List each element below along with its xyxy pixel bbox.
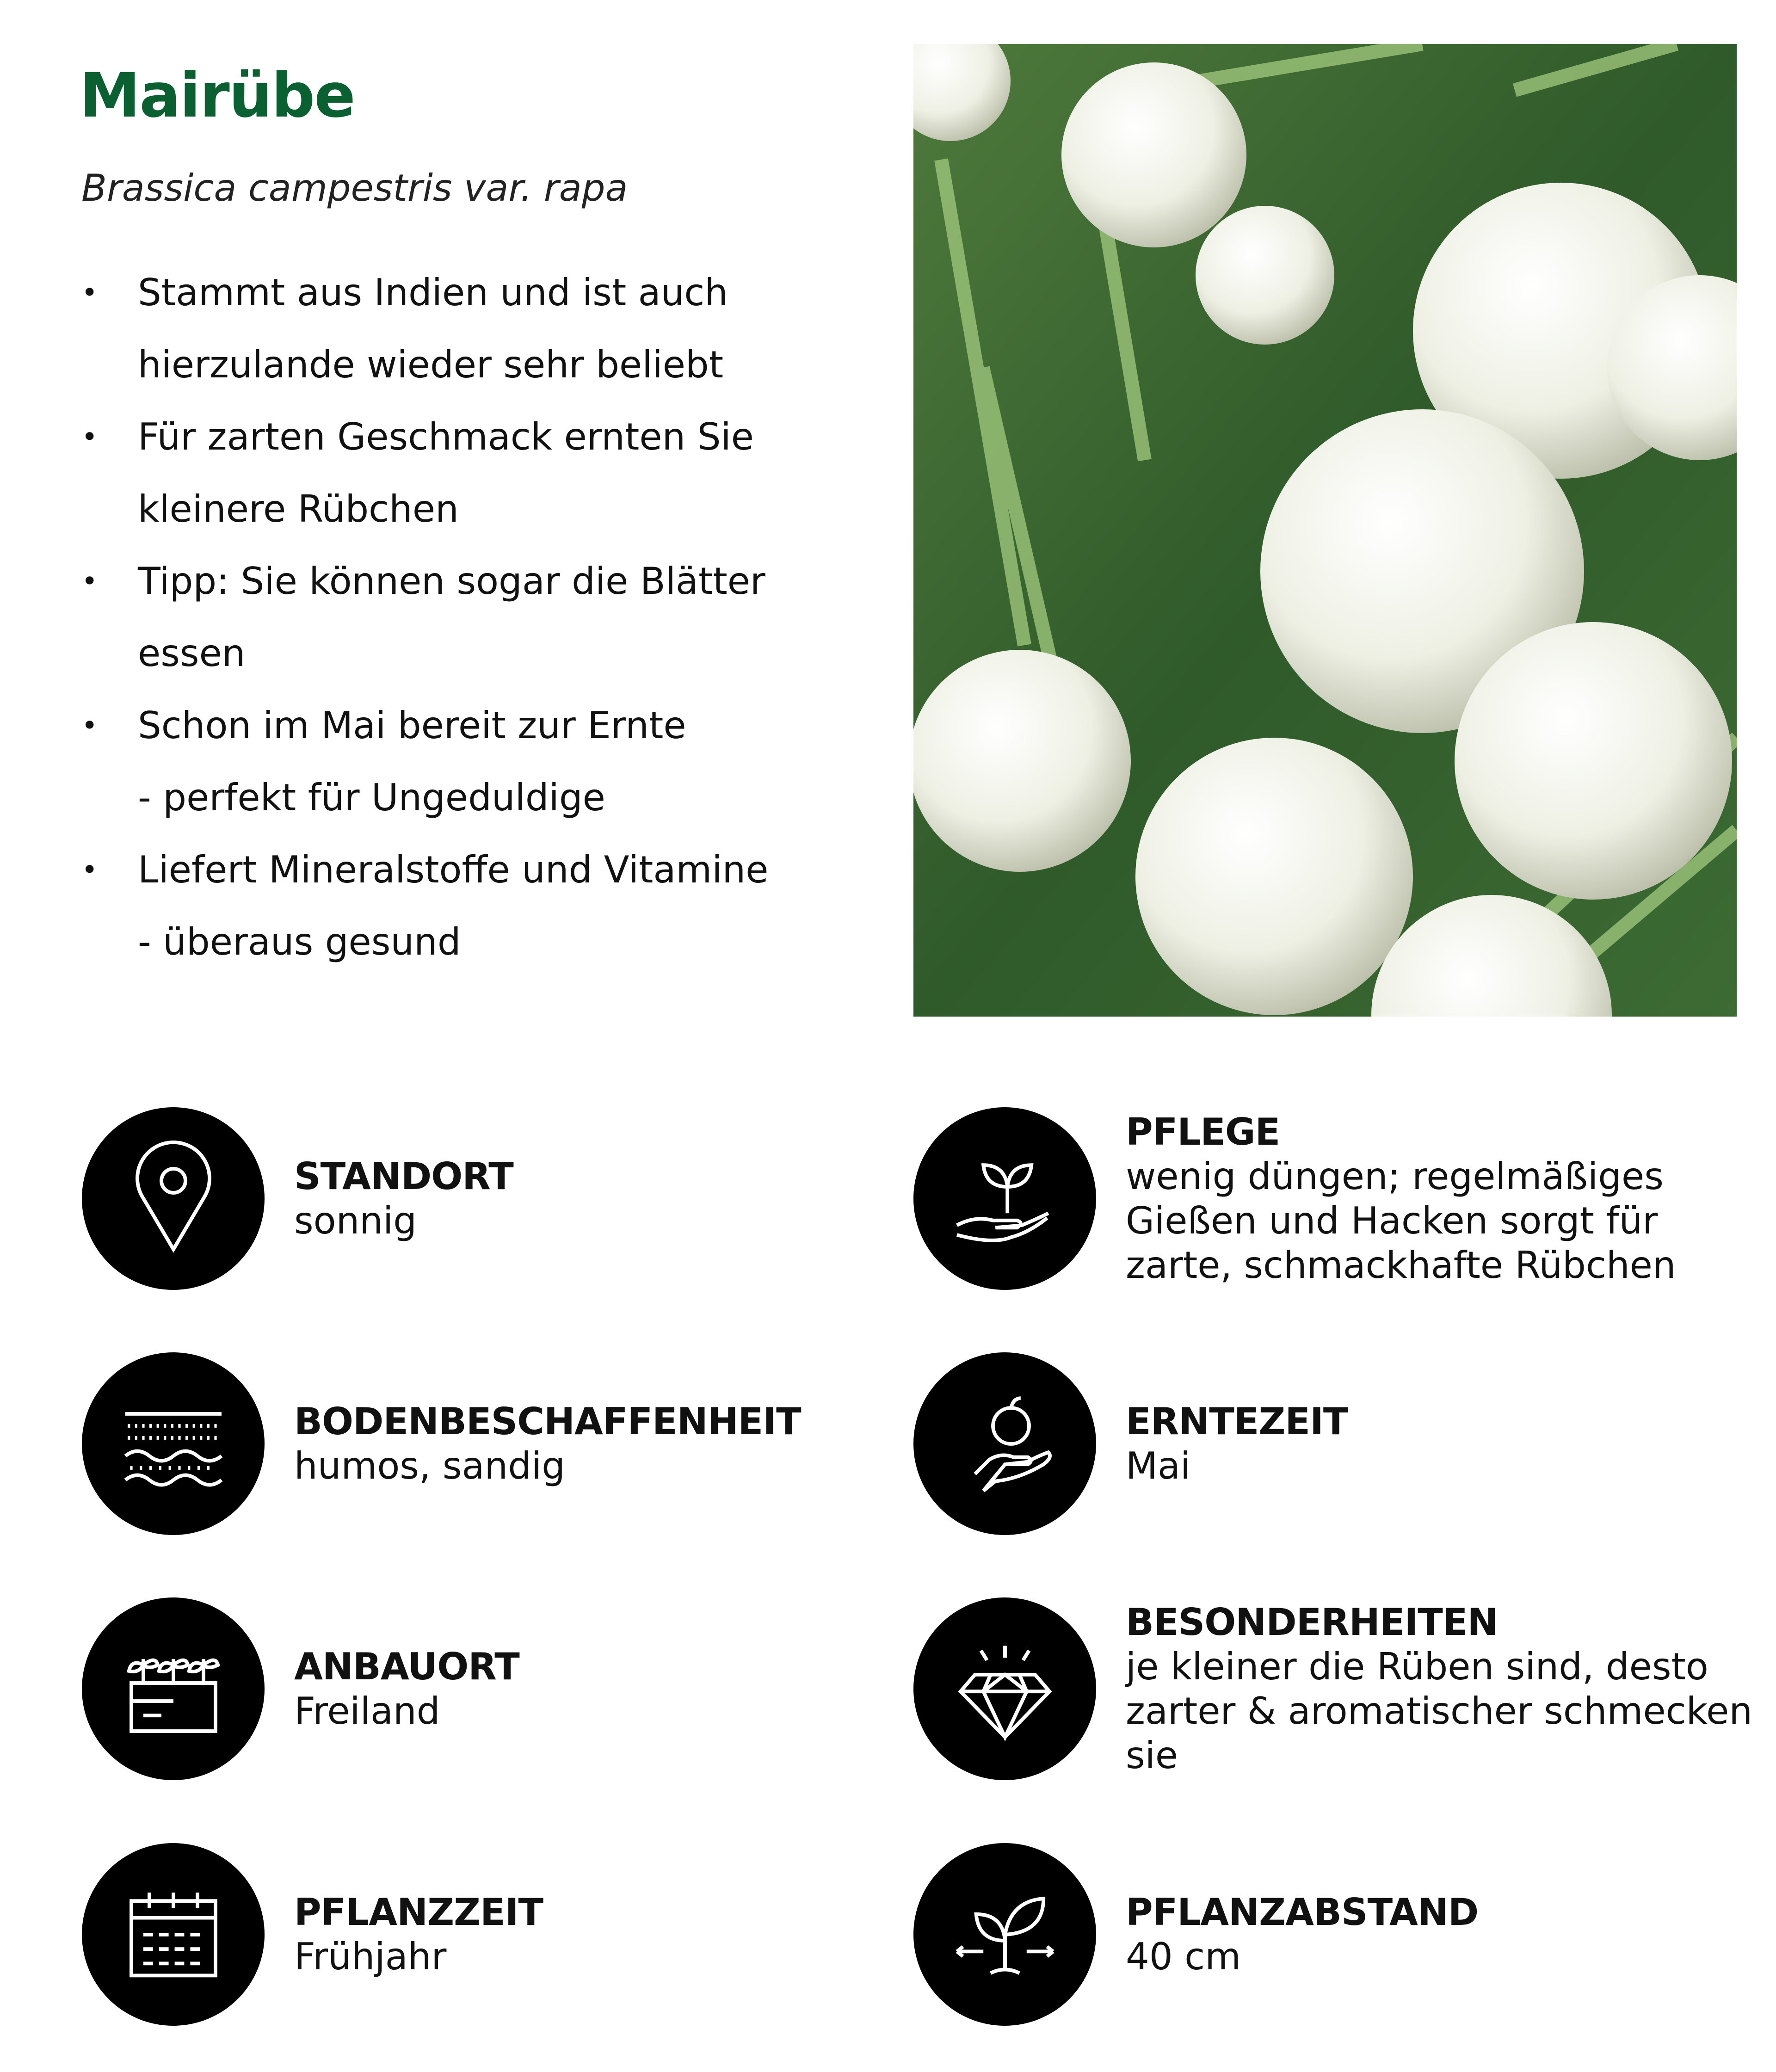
fact-pflanzzeit xyxy=(82,1843,543,2026)
list-item: • Stammt aus Indien und ist auch hierzulande wieder sehr beliebt xyxy=(81,257,868,401)
fact-label: ERNTEZEIT xyxy=(1126,1400,1348,1443)
latin-name: Brassica campestris var. rapa xyxy=(81,166,628,210)
fact-label: PFLEGE xyxy=(1126,1110,1280,1153)
fact-value: Freiland xyxy=(294,1689,440,1733)
fact-value: Mai xyxy=(1126,1444,1191,1487)
fact-value: sonnig xyxy=(294,1199,417,1242)
feature-list xyxy=(81,257,868,978)
list-item: • Für zarten Geschmack ernten Sie kleinere Rübchen xyxy=(81,401,868,545)
fact-label: ANBAUORT xyxy=(294,1645,519,1688)
plant-bed-icon xyxy=(82,1597,265,1780)
fact-value: humos, sandig xyxy=(294,1444,566,1487)
hand-fruit-icon xyxy=(913,1352,1096,1535)
fact-pflege xyxy=(913,1107,1773,1290)
list-item: • Tipp: Sie können sogar die Blätter essen xyxy=(81,545,868,690)
fact-value: wenig düngen; regelmäßiges Gießen und Hacken sorgt für zarte, schmackhafte Rübchen xyxy=(1126,1154,1676,1287)
fact-label: PFLANZZEIT xyxy=(294,1890,543,1934)
bullet-icon: • xyxy=(81,421,98,453)
fact-label: BESONDERHEITEN xyxy=(1126,1600,1498,1644)
fact-standort xyxy=(82,1107,513,1290)
bullet-icon: • xyxy=(81,709,98,742)
fact-abstand xyxy=(913,1843,1478,2026)
fact-erntezeit xyxy=(913,1352,1348,1535)
location-pin-icon xyxy=(82,1107,265,1290)
calendar-icon xyxy=(82,1843,265,2026)
list-item: • Schon im Mai bereit zur Ernte - perfekt für Ungeduldige xyxy=(81,690,868,834)
fact-label: STANDORT xyxy=(294,1154,513,1198)
bullet-icon: • xyxy=(81,565,98,598)
bullet-icon: • xyxy=(81,277,98,309)
fact-label: BODENBESCHAFFENHEIT xyxy=(294,1400,801,1443)
fact-anbauort xyxy=(82,1597,519,1780)
fact-boden xyxy=(82,1352,801,1535)
fact-label: PFLANZABSTAND xyxy=(1126,1890,1479,1934)
turnip-photo xyxy=(913,44,1737,1017)
list-item: • Liefert Mineralstoffe und Vitamine - überaus gesund xyxy=(81,834,868,978)
plant-spacing-icon xyxy=(913,1843,1096,2026)
fact-value: 40 cm xyxy=(1126,1935,1241,1978)
hand-seedling-icon xyxy=(913,1107,1096,1290)
fact-value: je kleiner die Rüben sind, desto zarter & aromatischer schmecken sie xyxy=(1126,1645,1753,1777)
fact-besonderheiten xyxy=(913,1597,1773,1780)
bullet-icon: • xyxy=(81,854,98,886)
fact-value: Frühjahr xyxy=(294,1935,447,1978)
diamond-icon xyxy=(913,1597,1096,1780)
soil-layers-icon xyxy=(82,1352,265,1535)
page-title: Mairübe xyxy=(80,60,355,131)
